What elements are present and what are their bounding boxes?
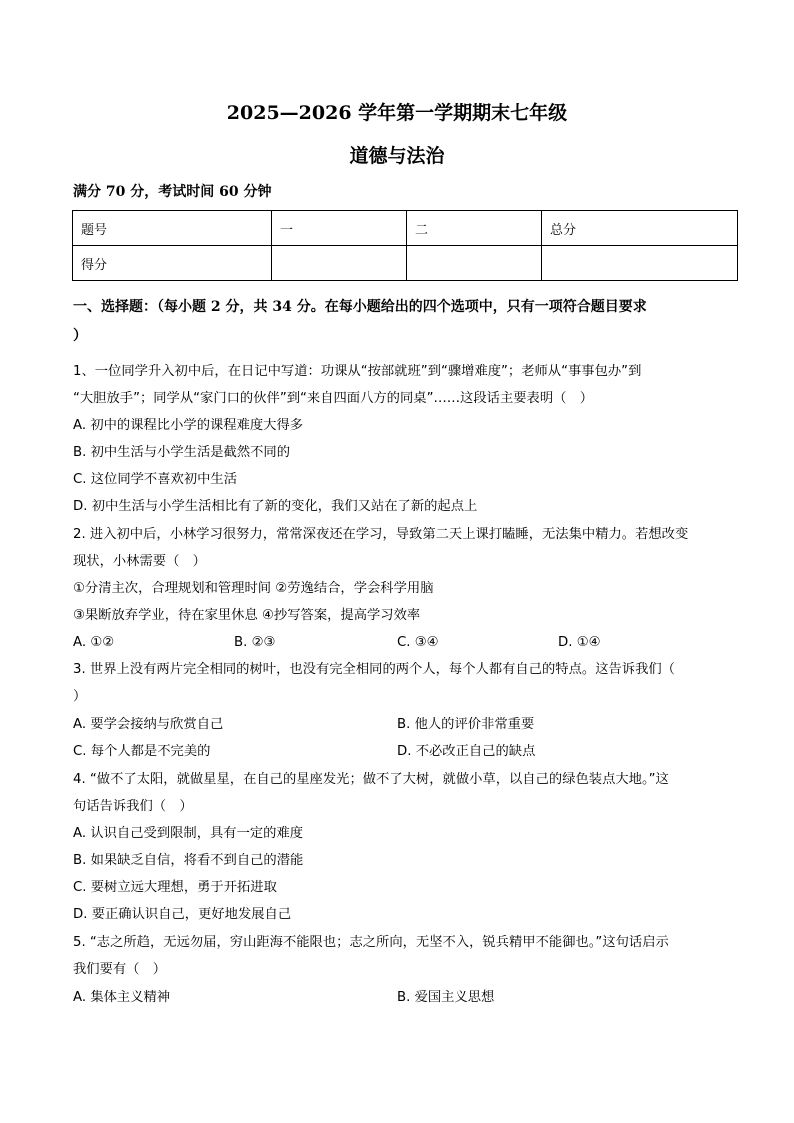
section-title-line: 一、选择题：（每小题 2 分，共 34 分。在每小题给出的四个选项中，只有一项符合题目要求 [73,299,647,315]
score-table-score-row [73,246,738,281]
score-table [72,210,738,281]
score-entry-cell[interactable] [407,246,542,281]
score-table-header-row [73,211,738,246]
question-3-option-d: D. 不必改正自己的缺点 [397,744,536,759]
question-4-stem: 句话告诉我们（ ） [73,799,193,814]
question-5-option-b: B. 爱国主义思想 [397,990,495,1005]
question-3-option-a: A. 要学会接纳与欣赏自己 [73,717,224,732]
question-4-option-d: D. 要正确认识自己，更好地发展自己 [73,907,292,922]
subject-title: 道德与法治 [349,145,445,167]
question-4-option-b: B. 如果缺乏自信，将看不到自己的潜能 [73,853,304,868]
question-2-option-a: A. ①② [73,635,115,650]
score-entry-cell[interactable] [542,246,738,281]
question-5-option-a: A. 集体主义精神 [73,990,171,1005]
question-2-statement: ③果断放弃学业，待在家里休息 ④抄写答案，提高学习效率 [73,608,421,623]
score-cell: 得分 [73,246,272,281]
question-2-statement: ①分清主次，合理规划和管理时间 ②劳逸结合，学会科学用脑 [73,581,434,596]
question-2-option-d: D. ①④ [558,635,601,650]
section-title-line: ） [73,328,87,344]
question-1-stem: 1、一位同学升入初中后，在日记中写道：功课从“按部就班”到“骤增难度”；老师从“事事包办”到 [73,364,642,379]
section-title [73,293,733,351]
exam-info: 满分 70 分，考试时间 60 分钟 [73,184,272,200]
question-3-stem: ） [73,689,87,704]
question-2-stem: 现状，小林需要（ ） [73,554,206,569]
question-5-stem: 5. “志之所趋，无远勿届，穷山距海不能限也；志之所向，无坚不入，锐兵精甲不能御也。”这句话启示 [73,935,669,950]
score-entry-cell[interactable] [272,246,407,281]
question-5-stem: 我们要有（ ） [73,962,167,977]
question-1-option-c: C. 这位同学不喜欢初中生活 [73,472,238,487]
question-1-option-a: A. 初中的课程比小学的课程难度大得多 [73,418,304,433]
question-3-option-c: C. 每个人都是不完美的 [73,744,211,759]
score-cell: 总分 [542,211,738,246]
question-1-stem: “大胆放手”；同学从“家门口的伙伴”到“来自四面八方的同桌”……这段话主要表明（ ） [73,391,594,406]
score-cell: 题号 [73,211,272,246]
question-1-option-b: B. 初中生活与小学生活是截然不同的 [73,445,291,460]
question-2-stem: 2. 进入初中后，小林学习很努力，常常深夜还在学习，导致第二天上课打瞌睡，无法集中精力。若想改变 [73,527,689,542]
question-3-option-b: B. 他人的评价非常重要 [397,717,535,732]
score-cell: 二 [407,211,542,246]
question-4-stem: 4. “做不了太阳，就做星星，在自己的星座发光；做不了大树，就做小草，以自己的绿色装点大地。”这 [73,772,669,787]
question-4-option-a: A. 认识自己受到限制，具有一定的难度 [73,826,304,841]
question-2-option-b: B. ②③ [234,635,276,650]
question-4-option-c: C. 要树立远大理想，勇于开拓进取 [73,880,277,895]
question-2-option-c: C. ③④ [397,635,439,650]
question-1-option-d: D. 初中生活与小学生活相比有了新的变化，我们又站在了新的起点上 [73,499,478,514]
score-cell: 一 [272,211,407,246]
exam-title: 2025—2026 学年第一学期期末七年级 [226,102,568,124]
question-3-stem: 3. 世界上没有两片完全相同的树叶，也没有完全相同的两个人，每个人都有自己的特点。这告诉我们（ [73,662,675,677]
